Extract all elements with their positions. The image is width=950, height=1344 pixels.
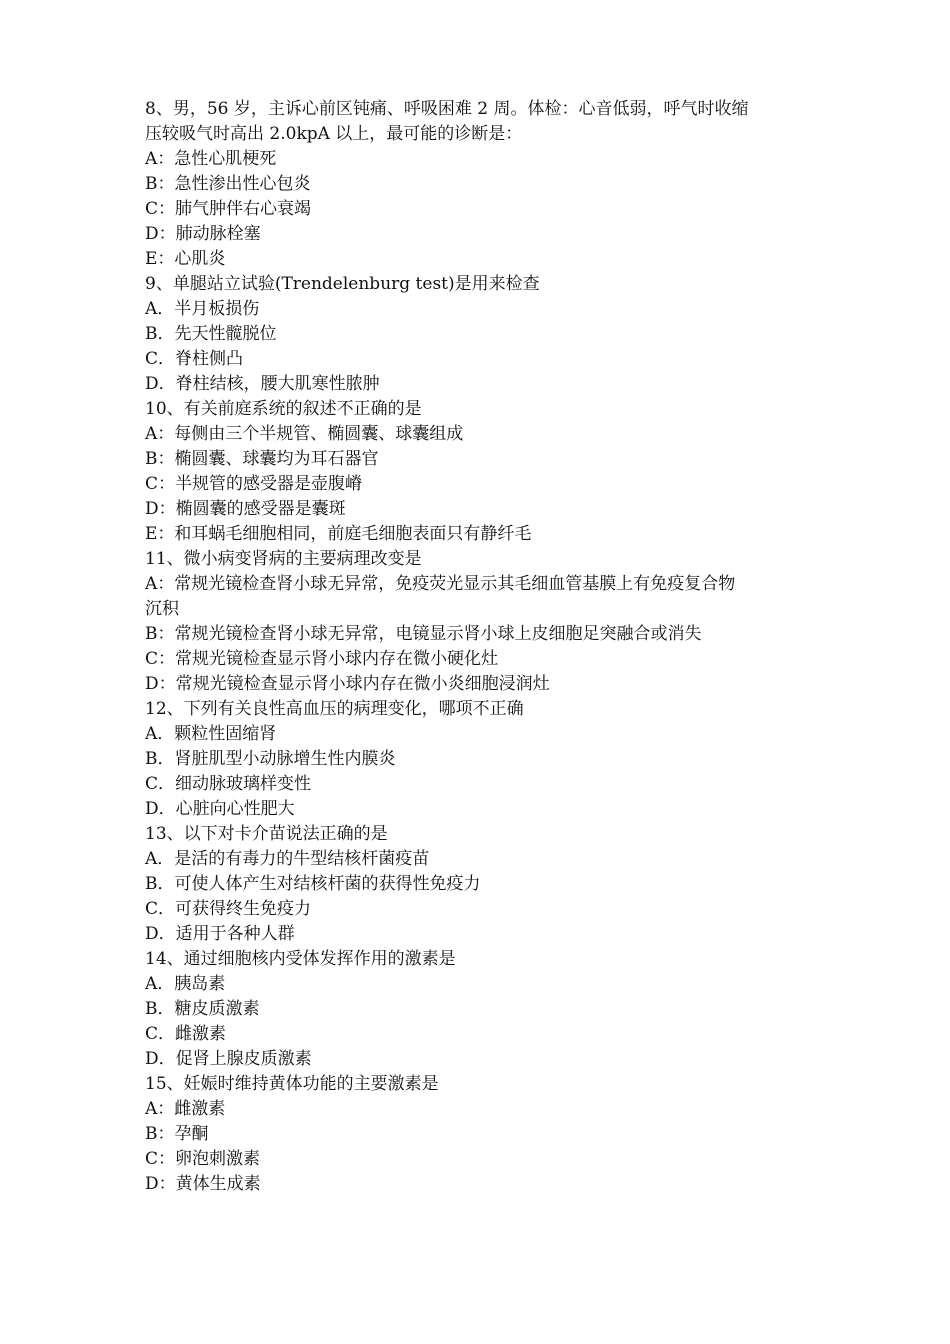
text-line: D：肺动脉栓塞	[145, 224, 261, 244]
text-line: 沉积	[145, 599, 179, 619]
text-line: D．促肾上腺皮质激素	[145, 1049, 312, 1069]
text-line: B．可使人体产生对结核杆菌的获得性免疫力	[145, 874, 481, 894]
text-line: A：每侧由三个半规管、椭圆囊、球囊组成	[145, 424, 464, 444]
text-line: 12、下列有关良性高血压的病理变化，哪项不正确	[145, 699, 524, 719]
text-line: C：肺气肿伴右心衰竭	[145, 199, 312, 219]
text-line: C．雌激素	[145, 1024, 227, 1044]
text-line: 11、微小病变肾病的主要病理改变是	[145, 549, 422, 569]
text-line: D．适用于各种人群	[145, 924, 295, 944]
text-line: B：急性渗出性心包炎	[145, 174, 311, 194]
text-line: B．肾脏肌型小动脉增生性内膜炎	[145, 749, 396, 769]
text-line: C：卵泡刺激素	[145, 1149, 261, 1169]
text-line: B：常规光镜检查肾小球无异常，电镜显示肾小球上皮细胞足突融合或消失	[145, 624, 702, 644]
document-body	[145, 97, 815, 1197]
text-line: C：常规光镜检查显示肾小球内存在微小硬化灶	[145, 649, 499, 669]
text-line: A．是活的有毒力的牛型结核杆菌疫苗	[145, 849, 430, 869]
text-line: D．脊柱结核，腰大肌寒性脓肿	[145, 374, 380, 394]
text-line: C．脊柱侧凸	[145, 349, 244, 369]
text-line: 9、单腿站立试验(Trendelenburg test)是用来检查	[145, 274, 540, 294]
text-line: D：黄体生成素	[145, 1174, 261, 1194]
text-line: B：椭圆囊、球囊均为耳石器官	[145, 449, 379, 469]
text-line: C．细动脉玻璃样变性	[145, 774, 312, 794]
text-line: C．可获得终生免疫力	[145, 899, 312, 919]
text-line: 压较吸气时高出 2.0kpA 以上，最可能的诊断是：	[145, 124, 523, 144]
text-line: E：心肌炎	[145, 249, 226, 269]
text-line: 15、妊娠时维持黄体功能的主要激素是	[145, 1074, 439, 1094]
text-line: A．半月板损伤	[145, 299, 260, 319]
text-line: 13、以下对卡介苗说法正确的是	[145, 824, 388, 844]
text-line: 14、通过细胞核内受体发挥作用的激素是	[145, 949, 456, 969]
text-line: E：和耳蜗毛细胞相同，前庭毛细胞表面只有静纤毛	[145, 524, 532, 544]
text-line: D：常规光镜检查显示肾小球内存在微小炎细胞浸润灶	[145, 674, 550, 694]
text-line: D：椭圆囊的感受器是囊斑	[145, 499, 346, 519]
text-line: A：急性心肌梗死	[145, 149, 277, 169]
text-line: A．胰岛素	[145, 974, 226, 994]
text-line: B．糖皮质激素	[145, 999, 260, 1019]
text-line: 8、男，56 岁，主诉心前区钝痛、呼吸困难 2 周。体检：心音低弱，呼气时收缩	[145, 99, 749, 119]
text-line: D．心脏向心性肥大	[145, 799, 295, 819]
text-line: A．颗粒性固缩肾	[145, 724, 277, 744]
text-line: A：雌激素	[145, 1099, 226, 1119]
text-line: C：半规管的感受器是壶腹嵴	[145, 474, 363, 494]
text-line: A：常规光镜检查肾小球无异常，免疫荧光显示其毛细血管基膜上有免疫复合物	[145, 574, 736, 594]
text-line: B：孕酮	[145, 1124, 209, 1144]
text-line: 10、有关前庭系统的叙述不正确的是	[145, 399, 422, 419]
text-line: B．先天性髋脱位	[145, 324, 277, 344]
